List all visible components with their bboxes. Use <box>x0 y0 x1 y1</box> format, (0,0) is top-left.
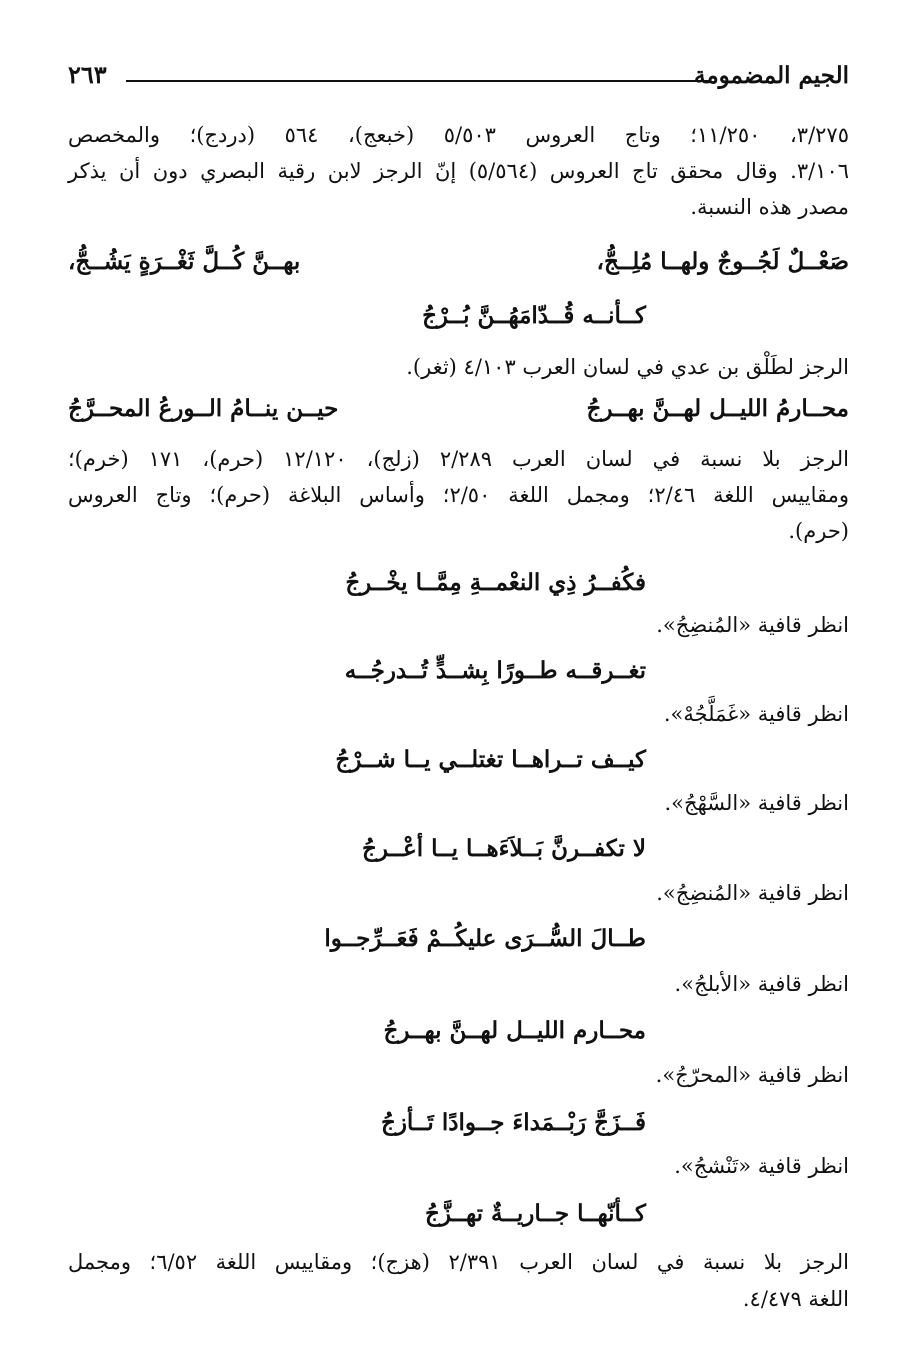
verse-line: كــأنّهــا جــاريــةٌ تهــزَّجُ <box>425 1200 646 1227</box>
citation-line: (حرم). <box>788 519 849 543</box>
verse-line: طــالَ السُّــرَى عليكُــمْ فَعَــرِّجــوا <box>324 925 646 952</box>
page-number: ٢٦٣ <box>68 60 107 89</box>
verse-line: كيــف تــراهــا تغتلــي يــا شــرْجُ <box>335 746 646 773</box>
verse-hemistich: بهــنَّ كُــلَّ ثَغْــرَةٍ يَشُــجُّ، <box>68 248 301 275</box>
verse-line: محــارم الليــل لهــنَّ بهــرجُ <box>383 1017 646 1044</box>
cross-reference: انظر قافية «المحرّجُ». <box>655 1063 849 1087</box>
verse-line: فَــزَجَّ رَبْــمَداءَ جــوادًا تَــأزجُ <box>380 1109 646 1136</box>
verse-line: تغــرقــه طــورًا بِشــدٍّ تُــدرجُــه <box>344 657 646 684</box>
citation-line: ومقاييس اللغة ٢/٤٦؛ ومجمل اللغة ٢/٥٠؛ وأساس البلاغة (حرم)؛ وتاج العروس <box>68 483 850 507</box>
verse-hemistich: صَعْــلٌ لَجُــوجٌ ولهــا مُلِــجُّ، <box>596 248 849 275</box>
body-line: ٣/١٠٦. وقال محقق تاج العروس (٥/٥٦٤) إنّ الرجز لابن رقية البصري دون أن يذكر <box>68 159 850 183</box>
citation-line: اللغة ٤/٤٧٩. <box>742 1287 849 1311</box>
page-header <box>68 58 849 98</box>
verse-line: فكُفــرُ ذِي النعْمــةِ مِمَّــا يخْــرجُ <box>345 569 646 596</box>
cross-reference: انظر قافية «تَنْشجُ». <box>674 1154 849 1178</box>
body-line: ٣/٢٧٥، ١١/٢٥٠؛ وتاج العروس ٥/٥٠٣ (خبعج)، ٥٦٤ (دردج)؛ والمخصص <box>68 123 849 147</box>
cross-reference: انظر قافية «غَمَلَّجُهْ». <box>663 702 849 726</box>
verse-hemistich: حيــن ينــامُ الــورعُ المحــرَّجُ <box>68 395 339 422</box>
cross-reference: انظر قافية «المُنضِجُ». <box>656 613 849 637</box>
cross-reference: انظر قافية «الأبلجُ». <box>674 972 849 996</box>
citation-line: الرجز لطَلْق بن عدي في لسان العرب ٤/١٠٣ (ثغر). <box>406 355 849 379</box>
cross-reference: انظر قافية «المُنضِجُ». <box>656 881 849 905</box>
body-line: مصدر هذه النسبة. <box>690 195 849 219</box>
citation-line: الرجز بلا نسبة في لسان العرب ٢/٢٨٩ (زلج)، ١٢/١٢٠ (حرم)، ١٧١ (خرم)؛ <box>68 447 849 471</box>
running-title: الجيم المضمومة <box>694 62 849 89</box>
verse-line: كــأنــه قُــدّامَهُــنَّ بُــرْجُ <box>422 302 646 329</box>
citation-line: الرجز بلا نسبة في لسان العرب ٢/٣٩١ (هزج)؛ ومقاييس اللغة ٦/٥٢؛ ومجمل <box>68 1250 849 1274</box>
verse-hemistich: محــارمُ الليــل لهــنَّ بهــرجُ <box>586 395 849 422</box>
header-rule <box>126 80 711 82</box>
cross-reference: انظر قافية «السَّهْجُ». <box>664 791 849 815</box>
verse-line: لا تكفــرنَّ بَــلاَءَهــا يــا أعْــرجُ <box>362 835 646 862</box>
